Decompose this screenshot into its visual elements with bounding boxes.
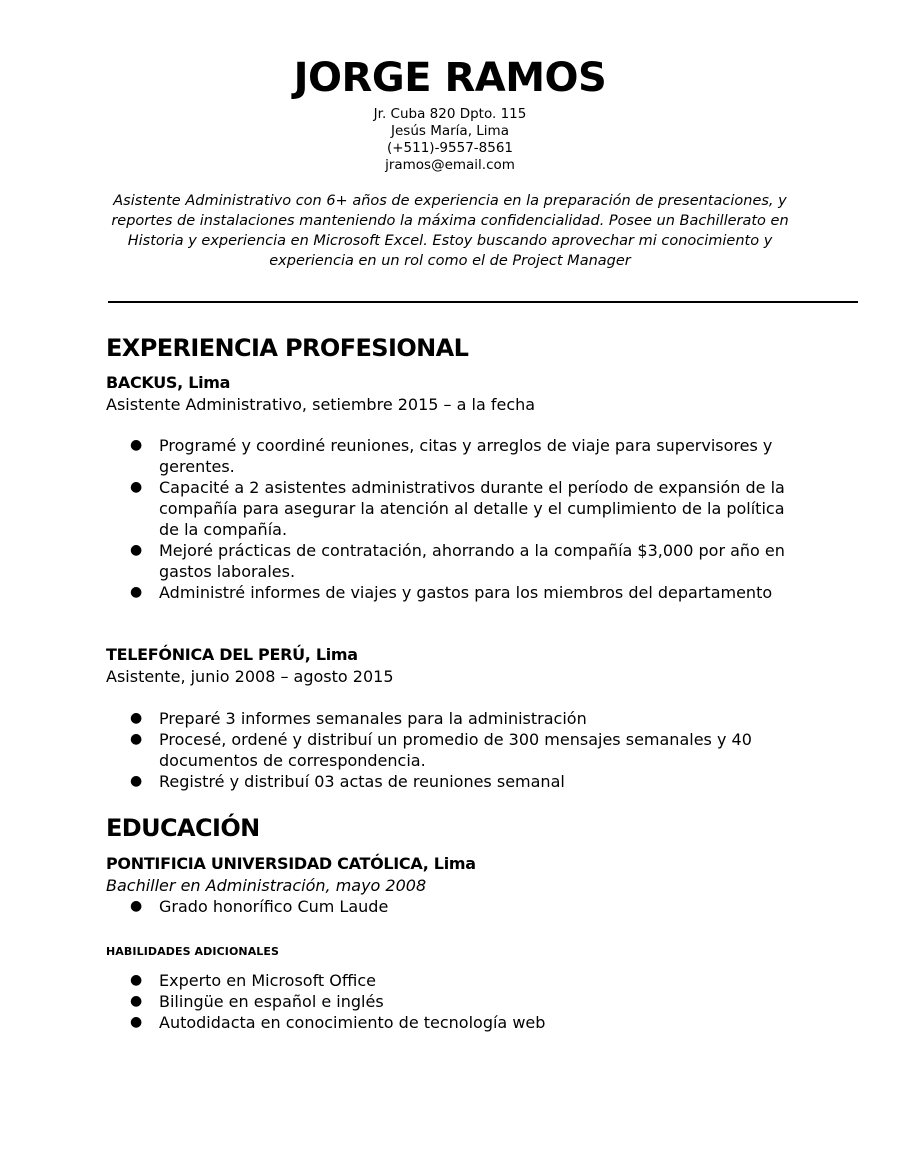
header-divider [108, 301, 858, 303]
list-item: ● Bilingüe en español e inglés [130, 992, 384, 1011]
job-bullets-2 [130, 708, 790, 792]
bullet-dot-icon: ● [130, 584, 143, 600]
section-title-experience: EXPERIENCIA PROFESIONAL [106, 334, 469, 362]
bullet-dot-icon: ● [130, 437, 143, 453]
list-item: ● Capacité a 2 asistentes administrativos durante el período de expansión de la compañía para asegurar la atención al detalle y el cumplimiento de la política de la compañía. [130, 478, 785, 539]
job-bullets-1 [130, 435, 790, 603]
section-title-education: EDUCACIÓN [106, 814, 260, 842]
list-item: ● Registré y distribuí 03 actas de reuniones semanal [130, 772, 565, 791]
email-address: jramos@email.com [385, 157, 515, 173]
bullet-dot-icon: ● [130, 479, 143, 495]
bullet-dot-icon: ● [130, 898, 143, 914]
candidate-name: JORGE RAMOS [293, 55, 607, 101]
bullet-dot-icon: ● [130, 542, 143, 558]
bullet-dot-icon: ● [130, 731, 143, 747]
education-school: PONTIFICIA UNIVERSIDAD CATÓLICA, Lima [106, 854, 476, 873]
list-item: ● Experto en Microsoft Office [130, 971, 376, 990]
bullet-dot-icon: ● [130, 710, 143, 726]
job-role-1: Asistente Administrativo, setiembre 2015 – a la fecha [106, 395, 536, 414]
list-item: ● Procesé, ordené y distribuí un promedio de 300 mensajes semanales y 40 documentos de correspondencia. [130, 730, 752, 770]
phone-number: (+511)-9557-8561 [386, 140, 514, 156]
list-item: ● Preparé 3 informes semanales para la administración [130, 709, 587, 728]
job-company-2: TELEFÓNICA DEL PERÚ, Lima [106, 645, 358, 664]
section-title-skills: HABILIDADES ADICIONALES [106, 945, 280, 958]
bullet-dot-icon: ● [130, 972, 143, 988]
list-item: ● Grado honorífico Cum Laude [130, 897, 389, 916]
job-role-2: Asistente, junio 2008 – agosto 2015 [106, 667, 394, 686]
education-degree: Bachiller en Administración, mayo 2008 [106, 876, 427, 895]
bullet-dot-icon: ● [130, 773, 143, 789]
education-bullets [130, 896, 790, 917]
bullet-dot-icon: ● [130, 993, 143, 1009]
skills-bullets [130, 970, 790, 1033]
job-company-1: BACKUS, Lima [106, 373, 231, 392]
list-item: ● Mejoré prácticas de contratación, ahorrando a la compañía $3,000 por año en gastos laborales. [130, 541, 785, 581]
professional-summary: Asistente Administrativo con 6+ años de experiencia en la preparación de presentaciones, y reportes de instalaciones manteniendo la máxima confidencialidad. Posee un Bachillerato en Historia y experiencia en Microsoft Excel. Estoy buscando aprovechar mi conocimiento y experiencia en un rol como el de Project Manager [111, 193, 789, 269]
list-item: ● Programé y coordiné reuniones, citas y arreglos de viaje para supervisores y gerentes. [130, 436, 773, 476]
list-item: ● Administré informes de viajes y gastos para los miembros del departamento [130, 583, 773, 602]
address-line-2: Jesús María, Lima [391, 123, 509, 139]
list-item: ● Autodidacta en conocimiento de tecnología web [130, 1013, 546, 1032]
contact-block [0, 106, 900, 174]
address-line-1: Jr. Cuba 820 Dpto. 115 [373, 106, 527, 122]
bullet-dot-icon: ● [130, 1014, 143, 1030]
